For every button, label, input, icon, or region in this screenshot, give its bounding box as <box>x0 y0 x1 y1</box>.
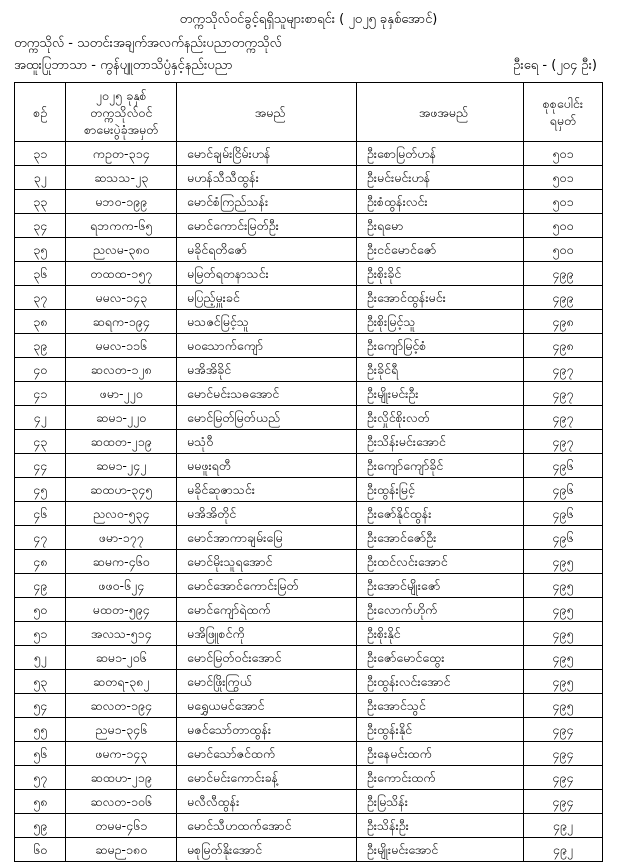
cell-father-name: ဦးစိုးခိုင် <box>356 262 523 286</box>
cell-student-name: မောင်စံကြည်သန်း <box>177 190 357 214</box>
cell-total-marks: ၄၉၇ <box>523 406 602 430</box>
cell-total-marks: ၄၉၆ <box>523 502 602 526</box>
column-header-father-name: အဖအမည် <box>356 83 523 142</box>
cell-exam-number: ညလမ-၃၈၀ <box>66 238 177 262</box>
cell-total-marks: ၅၀၁ <box>523 142 602 166</box>
cell-total-marks: ၅၀၀ <box>523 238 602 262</box>
cell-exam-number: ဖမက-၁၄၃ <box>66 742 177 766</box>
cell-student-name: မဝသောက်ကျော် <box>177 334 357 358</box>
cell-student-name: မဇင်သော်တာထွန်း <box>177 718 357 742</box>
column-header-total-marks <box>523 83 602 142</box>
table-row <box>15 454 603 478</box>
cell-total-marks: ၄၉၈ <box>523 310 602 334</box>
cell-student-name: မောင်သီဟထက်အောင် <box>177 814 357 838</box>
cell-exam-number: ညမ၁-၃၄၆ <box>66 718 177 742</box>
table-row <box>15 790 603 814</box>
table-header <box>15 83 603 142</box>
cell-father-name: ဦးလှိုင်စိုးလတ် <box>356 406 523 430</box>
cell-student-name: မောင်အာကာချမ်းမြေ <box>177 526 357 550</box>
cell-exam-number: ဖမာ-၁၇၇ <box>66 526 177 550</box>
column-header-name: အမည် <box>177 83 357 142</box>
cell-serial-number: ၄၀ <box>15 358 66 382</box>
table-row <box>15 310 603 334</box>
column-header-exam-line-2: တက္ကသိုလ်ဝင် <box>90 104 153 120</box>
major-line: အထူးပြုဘာသာ - ကွန်ပျူတာသိပ္ပံနှင့်နည်းပညာ <box>14 58 233 73</box>
cell-total-marks: ၄၉၄ <box>523 766 602 790</box>
meta-row <box>14 56 603 76</box>
roster-table <box>14 82 603 862</box>
cell-total-marks: ၅၀၁ <box>523 190 602 214</box>
cell-total-marks: ၄၉၅ <box>523 622 602 646</box>
cell-total-marks: ၄၉၇ <box>523 430 602 454</box>
cell-exam-number: အလသ-၅၁၄ <box>66 622 177 646</box>
table-row <box>15 382 603 406</box>
cell-serial-number: ၅၉ <box>15 814 66 838</box>
cell-student-name: မလီလီထွန်း <box>177 790 357 814</box>
cell-serial-number: ၃၃ <box>15 190 66 214</box>
column-header-exam-line-1: ၂၀၂၅ ခုနှစ် <box>95 87 147 103</box>
column-header-exam-number <box>66 83 177 142</box>
table-row <box>15 262 603 286</box>
table-row <box>15 526 603 550</box>
table-row <box>15 286 603 310</box>
cell-student-name: မောင်ကောင်းမြတ်ဦး <box>177 214 357 238</box>
table-row <box>15 214 603 238</box>
cell-serial-number: ၅၂ <box>15 646 66 670</box>
cell-student-name: မရွှေယမင်အောင် <box>177 694 357 718</box>
cell-father-name: ဦးရမော <box>356 214 523 238</box>
cell-total-marks: ၅၀၀ <box>523 214 602 238</box>
cell-student-name: မသုံဝီ <box>177 430 357 454</box>
cell-student-name: မောင်မင်းကောင်းခန့် <box>177 766 357 790</box>
cell-exam-number: မဘ၀-၁၉၉ <box>66 190 177 214</box>
table-row <box>15 838 603 862</box>
cell-total-marks: ၄၉၅ <box>523 646 602 670</box>
cell-serial-number: ၅၀ <box>15 598 66 622</box>
cell-student-name: မောင်မြတ်မြတ်ယည် <box>177 406 357 430</box>
cell-father-name: ဦးစိုးနိုင် <box>356 622 523 646</box>
cell-father-name: ဦးမင်းမင်းဟန် <box>356 166 523 190</box>
cell-serial-number: ၃၉ <box>15 334 66 358</box>
cell-father-name: ဦးသိန်းမင်းအောင် <box>356 430 523 454</box>
cell-exam-number: မမလ-၁၄၃ <box>66 286 177 310</box>
table-row <box>15 142 603 166</box>
cell-serial-number: ၄၂ <box>15 406 66 430</box>
cell-total-marks: ၄၉၆ <box>523 454 602 478</box>
cell-exam-number: ဆမ၁-၂၂၀ <box>66 406 177 430</box>
cell-exam-number: ဆထဟ-၃၄၅ <box>66 478 177 502</box>
cell-father-name: ဦးခိုင်ရီ <box>356 358 523 382</box>
cell-serial-number: ၃၄ <box>15 214 66 238</box>
cell-student-name: မောင်သော်ဇင်ထက် <box>177 742 357 766</box>
cell-serial-number: ၅၁ <box>15 622 66 646</box>
cell-father-name: ဦးစိုးမြင့်သူ <box>356 310 523 334</box>
table-row <box>15 598 603 622</box>
table-body <box>15 142 603 862</box>
cell-student-name: မောင်ဖြိုးကြွယ် <box>177 670 357 694</box>
cell-serial-number: ၅၈ <box>15 790 66 814</box>
cell-total-marks: ၄၉၈ <box>523 334 602 358</box>
cell-exam-number: ဆရက-၁၉၄ <box>66 310 177 334</box>
cell-exam-number: ဆမ၁-၂၀၆ <box>66 646 177 670</box>
table-row <box>15 646 603 670</box>
cell-exam-number: ဆမက-၄၆၀ <box>66 550 177 574</box>
cell-serial-number: ၄၆ <box>15 502 66 526</box>
cell-student-name: မောင်အောင်ကောင်းမြတ် <box>177 574 357 598</box>
cell-serial-number: ၃၁ <box>15 142 66 166</box>
cell-total-marks: ၄၉၅ <box>523 598 602 622</box>
table-row <box>15 574 603 598</box>
table-row <box>15 814 603 838</box>
cell-student-name: မအိအိတိုင် <box>177 502 357 526</box>
cell-total-marks: ၄၉၅ <box>523 670 602 694</box>
cell-student-name: မသဇင်မြင့်သူ <box>177 310 357 334</box>
cell-exam-number: မထတ-၅၉၄ <box>66 598 177 622</box>
cell-exam-number: ဖမာ-၂၂၀ <box>66 382 177 406</box>
cell-father-name: ဦးကျော်ကျော်ခိုင် <box>356 454 523 478</box>
cell-total-marks: ၄၉၅ <box>523 694 602 718</box>
cell-student-name: မမဖူးရတီ <box>177 454 357 478</box>
cell-exam-number: တမမ-၄၆၁ <box>66 814 177 838</box>
cell-student-name: မမြတ်ရတနာသင်း <box>177 262 357 286</box>
cell-father-name: ဦးမြသိန်း <box>356 790 523 814</box>
cell-father-name: ဦးမျိုးမင်းအောင် <box>356 838 523 862</box>
cell-serial-number: ၄၇ <box>15 526 66 550</box>
cell-serial-number: ၄၅ <box>15 478 66 502</box>
cell-total-marks: ၄၉၅ <box>523 550 602 574</box>
table-row <box>15 190 603 214</box>
cell-father-name: ဦးငင်မောင်ဇော် <box>356 238 523 262</box>
cell-student-name: မစုမြတ်နိုးအောင် <box>177 838 357 862</box>
cell-exam-number: မမလ-၁၁၆ <box>66 334 177 358</box>
cell-exam-number: ဆလတ-၁၉၄ <box>66 694 177 718</box>
cell-student-name: မအိအိခိုင် <box>177 358 357 382</box>
cell-father-name: ဦးထွန်းလင်းအောင် <box>356 670 523 694</box>
table-row <box>15 694 603 718</box>
cell-father-name: ဦးအောင်သွင် <box>356 694 523 718</box>
cell-father-name: ဦးထွန်းနိုင် <box>356 718 523 742</box>
cell-exam-number: ဆလတ-၁၂၈ <box>66 358 177 382</box>
table-row <box>15 718 603 742</box>
column-header-no: စဉ် <box>15 83 66 142</box>
cell-total-marks: ၅၀၁ <box>523 166 602 190</box>
cell-total-marks: ၄၉၄ <box>523 742 602 766</box>
cell-exam-number: ညလဝ-၅၃၄ <box>66 502 177 526</box>
document-title: တက္ကသိုလ်ဝင်ခွင့်ရရှိသူများစာရင်း ( ၂၀၂၅ ခုနှစ်အောင်) <box>179 12 438 27</box>
cell-total-marks: ၄၉၆ <box>523 478 602 502</box>
cell-exam-number: တထထ-၁၅၇ <box>66 262 177 286</box>
cell-exam-number: ဆလတ-၁၀၆ <box>66 790 177 814</box>
cell-student-name: မခိုင်ဆုဇာသင်း <box>177 478 357 502</box>
column-header-exam-line-3: စာမေးပွဲခုံအမှတ် <box>84 121 159 137</box>
cell-father-name: ဦးအောင်မျိုးဇော် <box>356 574 523 598</box>
cell-father-name: ဦးဇော်မောင်ထွေး <box>356 646 523 670</box>
table-row <box>15 430 603 454</box>
cell-total-marks: ၄၉၄ <box>523 718 602 742</box>
cell-father-name: ဦးအောင်ဇော်ဦး <box>356 526 523 550</box>
cell-exam-number: ဆမ၁-၂၄၂ <box>66 454 177 478</box>
cell-student-name: မောင်ကျော်ရဲထက် <box>177 598 357 622</box>
header-row <box>15 83 603 142</box>
cell-student-name: မောင်ချမ်းငြိမ်းဟန် <box>177 142 357 166</box>
cell-serial-number: ၃၇ <box>15 286 66 310</box>
table-row <box>15 238 603 262</box>
table-row <box>15 478 603 502</box>
cell-serial-number: ၃၆ <box>15 262 66 286</box>
cell-student-name: မောင်မိုးသူရအောင် <box>177 550 357 574</box>
table-row <box>15 166 603 190</box>
column-header-total-line-2: ရမှတ် <box>549 113 577 128</box>
cell-student-name: မပြည့်မှူးခင် <box>177 286 357 310</box>
cell-student-name: မောင်မင်းသဓအောင် <box>177 382 357 406</box>
cell-student-name: မဟန်သီသီထွန်း <box>177 166 357 190</box>
cell-exam-number: ရဘကက-၆၅ <box>66 214 177 238</box>
cell-total-marks: ၄၉၉ <box>523 262 602 286</box>
cell-student-name: မခိုင်ရတိဇော် <box>177 238 357 262</box>
cell-serial-number: ၅၃ <box>15 670 66 694</box>
cell-total-marks: ၄၉၂ <box>523 814 602 838</box>
table-row <box>15 406 603 430</box>
table-row <box>15 358 603 382</box>
student-count: ဦးရေ - (၂၀၄ ဦး) <box>513 58 597 73</box>
cell-total-marks: ၄၉၇ <box>523 358 602 382</box>
cell-father-name: ဦးသိန်းဦး <box>356 814 523 838</box>
column-header-total-line-1: စုစုပေါင်း <box>542 96 584 111</box>
table-row <box>15 622 603 646</box>
cell-exam-number: ဆမဉ-၁၈၀ <box>66 838 177 862</box>
cell-serial-number: ၅၇ <box>15 766 66 790</box>
table-row <box>15 670 603 694</box>
cell-father-name: ဦးစံထွန်းလင်း <box>356 190 523 214</box>
cell-father-name: ဦးကောင်းထက် <box>356 766 523 790</box>
cell-total-marks: ၄၉၆ <box>523 526 602 550</box>
cell-father-name: ဦးနေမင်းထက် <box>356 742 523 766</box>
cell-student-name: မောင်မြတ်ဝင်းအောင် <box>177 646 357 670</box>
university-line: တက္ကသိုလ် - သတင်းအချက်အလက်နည်းပညာတက္ကသိုလ် <box>14 36 282 51</box>
cell-serial-number: ၅၄ <box>15 694 66 718</box>
cell-total-marks: ၄၉၅ <box>523 574 602 598</box>
cell-father-name: ဦးကျော်မြင့်စံ <box>356 334 523 358</box>
cell-total-marks: ၄၉၂ <box>523 838 602 862</box>
cell-father-name: ဦးစောမြတ်ဟန် <box>356 142 523 166</box>
cell-father-name: ဦးထွန်းမြင့် <box>356 478 523 502</box>
cell-serial-number: ၃၂ <box>15 166 66 190</box>
table-row <box>15 334 603 358</box>
table-row <box>15 502 603 526</box>
cell-father-name: ဦးမျိုးမင်းဦး <box>356 382 523 406</box>
cell-father-name: ဦးဇော်နိုင်ထွန်း <box>356 502 523 526</box>
table-row <box>15 742 603 766</box>
cell-father-name: ဦးထင်လင်းအောင် <box>356 550 523 574</box>
cell-exam-number: ဖဖဝ-၆၂၄ <box>66 574 177 598</box>
cell-serial-number: ၄၁ <box>15 382 66 406</box>
cell-father-name: ဦးအောင်ထွန်းမင်း <box>356 286 523 310</box>
cell-serial-number: ၃၅ <box>15 238 66 262</box>
table-row <box>15 766 603 790</box>
cell-father-name: ဦးလောက်ဟိုက် <box>356 598 523 622</box>
cell-total-marks: ၄၉၄ <box>523 790 602 814</box>
cell-exam-number: ကဥတ-၃၁၄ <box>66 142 177 166</box>
cell-exam-number: ဆထဟ-၂၁၉ <box>66 766 177 790</box>
cell-exam-number: ဆသသ-၂၃ <box>66 166 177 190</box>
cell-serial-number: ၄၃ <box>15 430 66 454</box>
cell-serial-number: ၆၀ <box>15 838 66 862</box>
cell-serial-number: ၃၈ <box>15 310 66 334</box>
cell-serial-number: ၄၄ <box>15 454 66 478</box>
cell-total-marks: ၄၉၇ <box>523 382 602 406</box>
cell-serial-number: ၄၈ <box>15 550 66 574</box>
cell-serial-number: ၅၅ <box>15 718 66 742</box>
table-row <box>15 550 603 574</box>
cell-serial-number: ၅၆ <box>15 742 66 766</box>
cell-total-marks: ၄၉၉ <box>523 286 602 310</box>
cell-exam-number: ဆထတ-၂၁၉ <box>66 430 177 454</box>
cell-student-name: မအိဖြူစင်ကို <box>177 622 357 646</box>
cell-exam-number: ဆတရ-၃၈၂ <box>66 670 177 694</box>
cell-serial-number: ၄၉ <box>15 574 66 598</box>
